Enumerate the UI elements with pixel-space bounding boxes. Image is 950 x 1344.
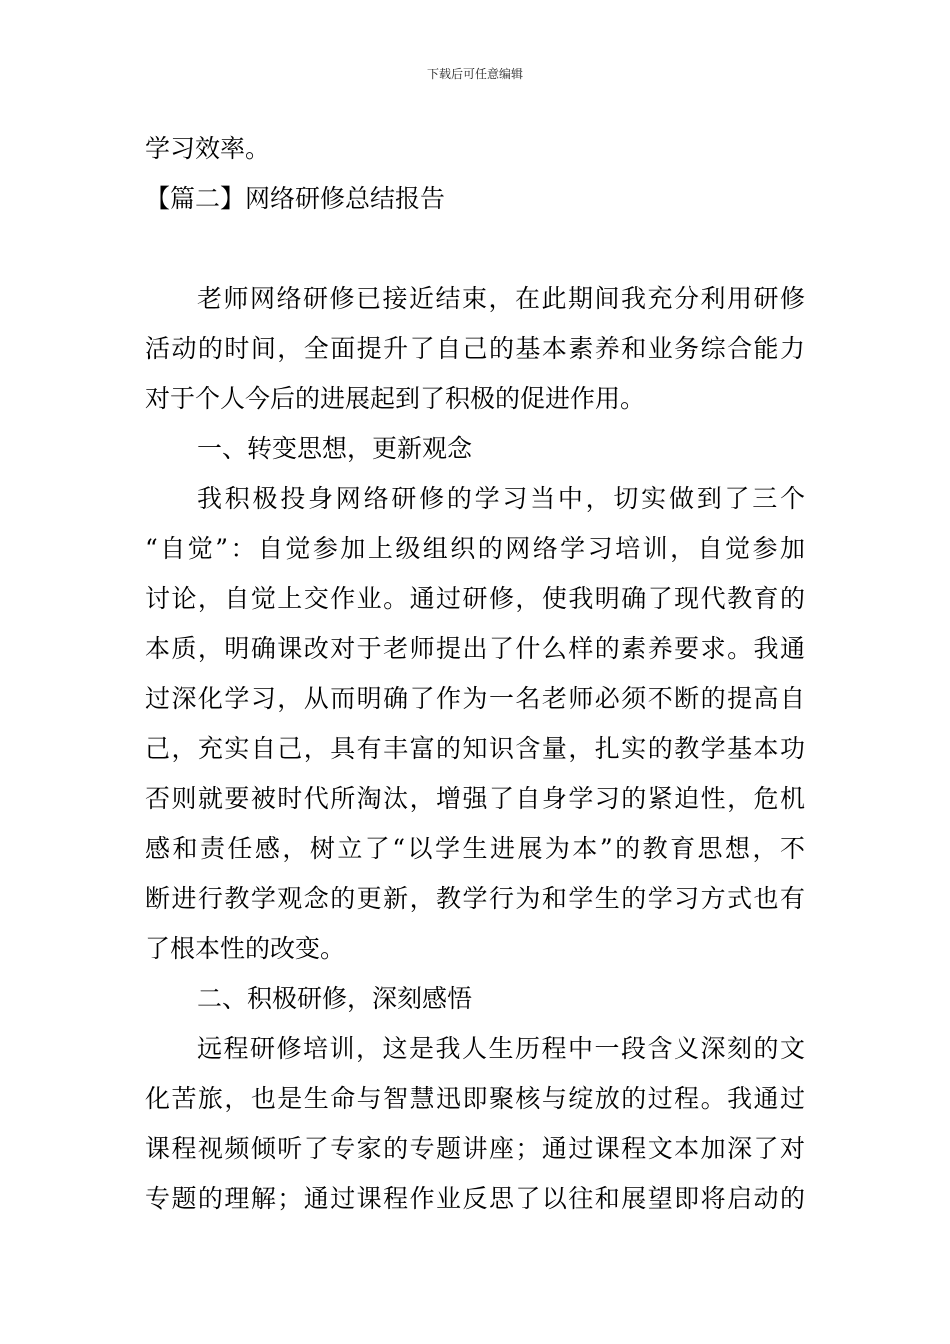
page-header-watermark: 下载后可任意编辑 (426, 67, 523, 81)
paragraph-line: 专题的理解；通过课程作业反思了以往和展望即将启动的 (145, 1184, 805, 1213)
section-heading: 一、转变思想，更新观念 (197, 434, 473, 463)
paragraph-line: 化苦旅，也是生命与智慧迅即聚核与绽放的过程。我通过 (145, 1084, 805, 1113)
paragraph-line: 我积极投身网络研修的学习当中，切实做到了三个 (197, 484, 805, 513)
blank-line (145, 224, 805, 274)
paragraph-line: 否则就要被时代所淘汰，增强了自身学习的紧迫性，危机 (145, 784, 805, 813)
document-body (145, 124, 805, 1224)
paragraph-line: 断进行教学观念的更新，教学行为和学生的学习方式也有 (145, 884, 805, 913)
paragraph-line: 本质，明确课改对于老师提出了什么样的素养要求。我通 (145, 634, 805, 663)
paragraph-line: 己，充实自己，具有丰富的知识含量，扎实的教学基本功 (145, 734, 805, 763)
paragraph-line: 讨论，自觉上交作业。通过研修，使我明确了现代教育的 (145, 584, 805, 613)
paragraph-line: 远程研修培训，这是我人生历程中一段含义深刻的文 (197, 1034, 805, 1063)
paragraph-line: 感和责任感，树立了“以学生进展为本”的教育思想，不 (145, 834, 805, 863)
paragraph-line: 老师网络研修已接近结束，在此期间我充分利用研修 (197, 284, 805, 313)
paragraph-line: 活动的时间，全面提升了自己的基本素养和业务综合能力 (145, 334, 805, 363)
section-title: 【篇二】网络研修总结报告 (145, 184, 446, 213)
paragraph-line: “自觉”：自觉参加上级组织的网络学习培训，自觉参加 (145, 534, 805, 563)
paragraph-line: 课程视频倾听了专家的专题讲座；通过课程文本加深了对 (145, 1134, 805, 1163)
paragraph-line: 了根本性的改变。 (145, 934, 346, 963)
paragraph-line: 对于个人今后的进展起到了积极的促进作用。 (145, 384, 646, 413)
section-heading: 二、积极研修，深刻感悟 (197, 984, 473, 1013)
paragraph-line: 过深化学习，从而明确了作为一名老师必须不断的提高自 (145, 684, 805, 713)
continuation-line: 学习效率。 (145, 134, 271, 163)
